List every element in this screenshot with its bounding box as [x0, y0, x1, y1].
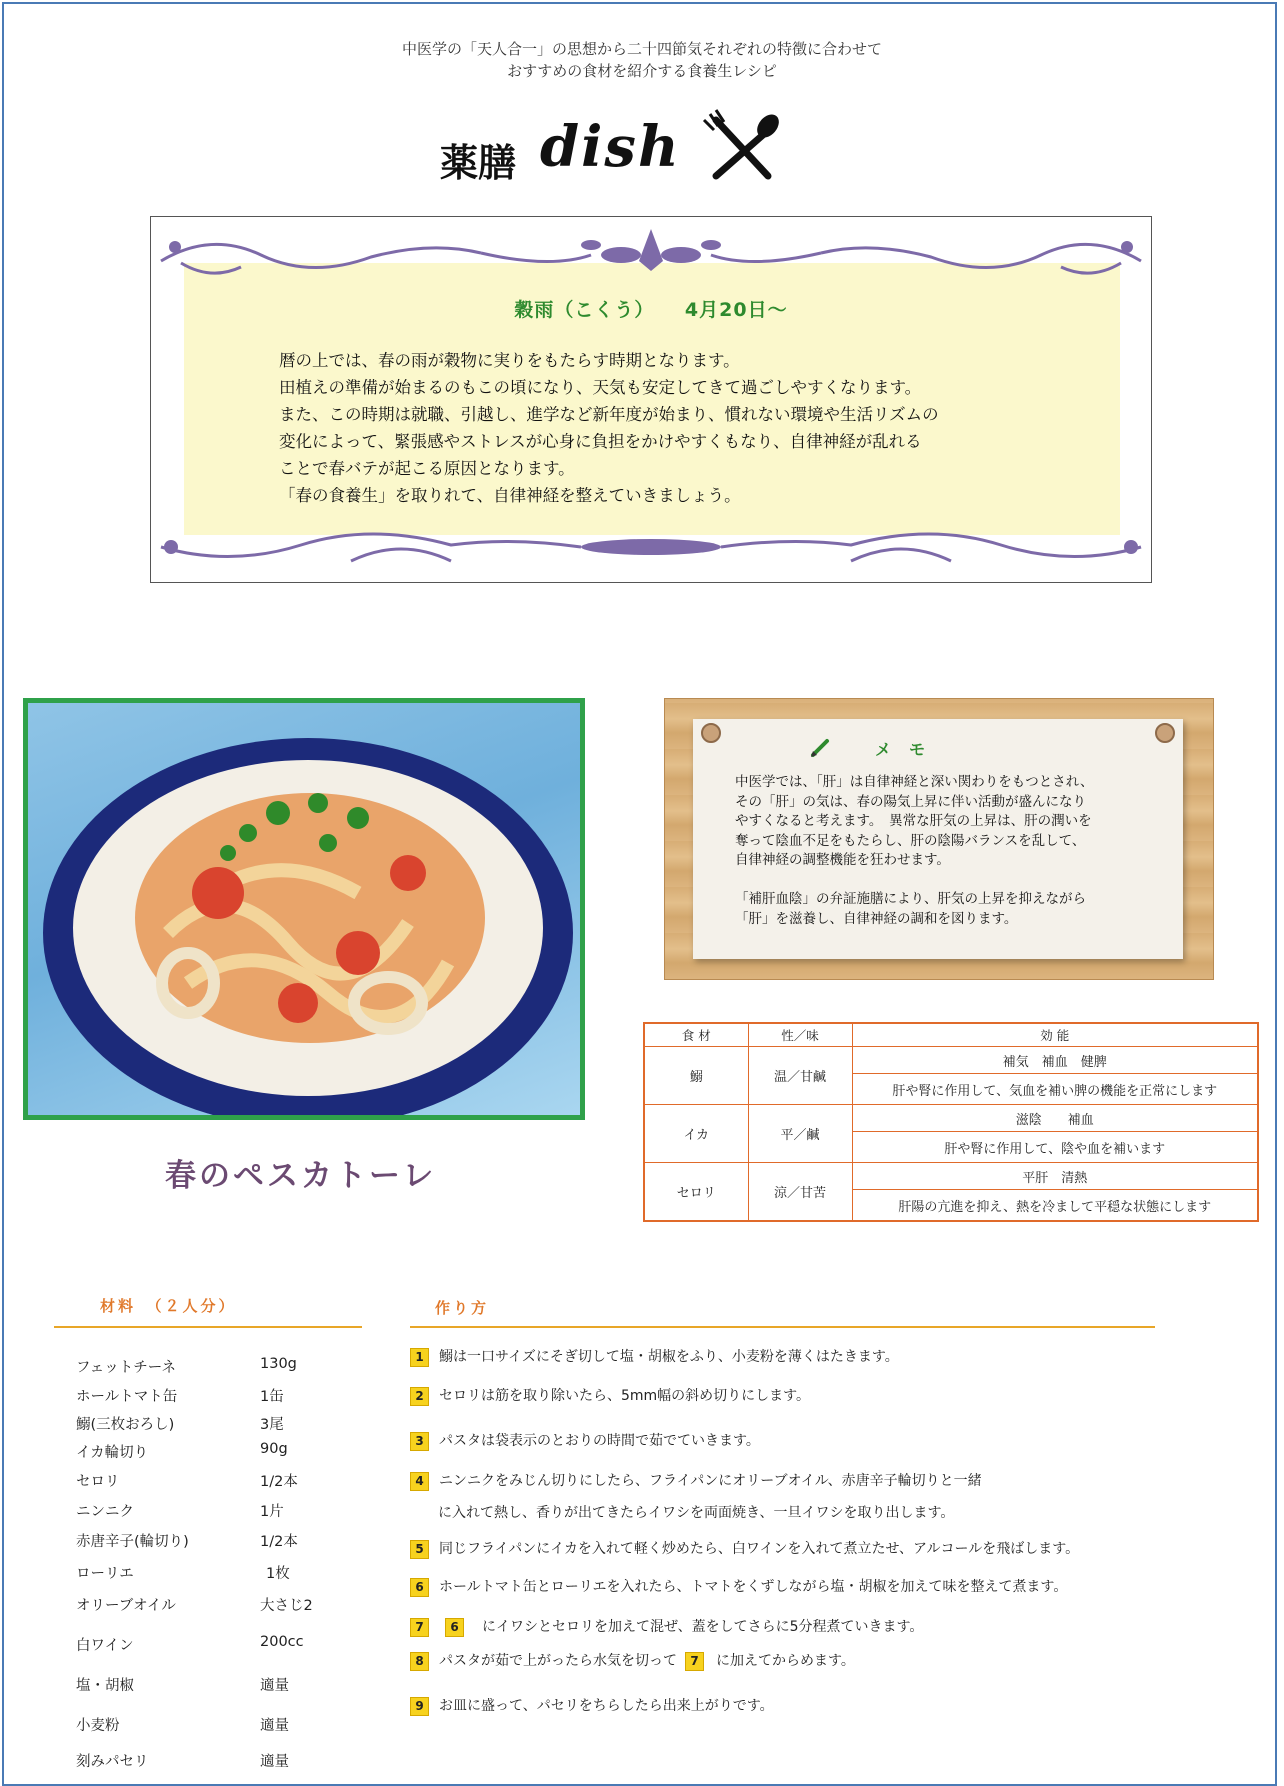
nature-cell: 涼／甘苦	[748, 1163, 852, 1222]
ingredient-row	[76, 1714, 289, 1735]
ingredient-row	[76, 1594, 313, 1615]
table-header: 食 材	[644, 1023, 748, 1047]
ingredients-divider	[54, 1326, 362, 1328]
ingredient-name: 鰯(三枚おろし)	[76, 1417, 175, 1433]
season-line: 変化によって、緊張感やストレスが心身に負担をかけやすくもなり、自律神経が乱れる	[279, 432, 922, 451]
ingredient-row	[76, 1530, 298, 1551]
table-row	[644, 1105, 1258, 1132]
ingredients-title: 材料 （２人分）	[100, 1297, 237, 1315]
pencil-icon	[809, 737, 831, 759]
ingredient-row	[76, 1674, 289, 1695]
ingredient-amount: 130g	[260, 1356, 297, 1372]
table-header: 効 能	[852, 1023, 1258, 1047]
dish-illustration	[28, 703, 580, 1115]
steps-title: 作り方	[435, 1299, 490, 1317]
step-row	[410, 1346, 899, 1367]
step-row	[410, 1695, 774, 1716]
table-header-row	[644, 1023, 1258, 1047]
ingredient-amount: 適量	[260, 1718, 289, 1734]
food-cell: 鰯	[644, 1047, 748, 1105]
ingredient-name: イカ輪切り	[76, 1445, 149, 1461]
ingredient-name: 刻みパセリ	[76, 1754, 149, 1770]
ingredient-row	[76, 1441, 288, 1462]
step-text: パスタは袋表示のとおりの時間で茹でていきます。	[439, 1433, 760, 1449]
ingredient-amount: 1/2本	[260, 1474, 298, 1490]
step-text: ニンニクをみじん切りにしたら、フライパンにオリーブオイル、赤唐辛子輪切りと一緒	[439, 1473, 982, 1489]
step-number: 5	[410, 1540, 429, 1559]
food-properties-table	[643, 1022, 1259, 1222]
season-line: ことで春バテが起こる原因となります。	[279, 459, 575, 478]
ingredient-amount: 適量	[260, 1678, 289, 1694]
fork-spoon-icon	[702, 108, 782, 188]
step-row-continued	[438, 1502, 954, 1522]
season-text	[279, 347, 1079, 509]
ingredient-row	[76, 1470, 298, 1491]
intro-line-2: おすすめの食材を紹介する食養生レシピ	[507, 62, 777, 80]
step-text: 同じフライパンにイカを入れて軽く炒めたら、白ワインを入れて煮立たせ、アルコールを飛ばします。	[439, 1541, 1080, 1557]
food-cell: イカ	[644, 1105, 748, 1163]
step-number: 4	[410, 1472, 429, 1491]
ingredient-name: 塩・胡椒	[76, 1678, 134, 1694]
season-line: 田植えの準備が始まるのもこの頃になり、天気も安定してきて過ごしやすくなります。	[279, 378, 922, 397]
ingredient-name: 白ワイン	[76, 1638, 134, 1654]
ingredient-amount: 1/2本	[260, 1534, 298, 1550]
step-row	[410, 1616, 923, 1637]
nature-cell: 温／甘鹹	[748, 1047, 852, 1105]
table-row	[644, 1047, 1258, 1074]
ingredient-name: ホールトマト缶	[76, 1389, 178, 1405]
step-row	[410, 1470, 982, 1491]
table-header: 性／味	[748, 1023, 852, 1047]
season-panel	[150, 216, 1152, 583]
food-cell: セロリ	[644, 1163, 748, 1222]
step-number: 2	[410, 1387, 429, 1406]
season-line: また、この時期は就職、引越し、進学など新年度が始まり、慣れない環境や生活リズムの	[279, 405, 939, 424]
ingredient-row	[76, 1562, 290, 1583]
season-line: 暦の上では、春の雨が穀物に実りをもたらす時期となります。	[279, 351, 740, 370]
memo-line: 奪って陰血不足をもたらし、肝の陰陽バランスを乱して、	[735, 832, 1086, 849]
ornament-bottom	[151, 517, 1151, 577]
ingredient-row	[76, 1356, 297, 1377]
memo-line: 「肝」を滋養し、自律神経の調和を図ります。	[735, 910, 1018, 927]
pin-icon	[1155, 723, 1175, 743]
step-number: 3	[410, 1432, 429, 1451]
ingredient-name: 小麦粉	[76, 1718, 120, 1734]
memo-line: やすくなると考えます。 異常な肝気の上昇は、肝の潤いを	[735, 813, 1092, 829]
ingredient-name: フェットチーネ	[76, 1360, 177, 1376]
step-row	[410, 1385, 810, 1406]
step-row	[410, 1650, 855, 1671]
ingredient-row	[76, 1634, 304, 1655]
season-title: 穀雨（こくう） 4月20日～	[514, 299, 788, 321]
ingredient-amount: 大さじ2	[260, 1598, 313, 1614]
step-row	[410, 1430, 760, 1451]
step-number: 6	[410, 1578, 429, 1597]
ingredient-amount: 1缶	[260, 1389, 284, 1405]
step-number: 8	[410, 1652, 429, 1671]
ingredient-name: セロリ	[76, 1474, 120, 1490]
step-number: 1	[410, 1348, 429, 1367]
steps-divider	[410, 1326, 1155, 1328]
ingredient-amount: 1片	[260, 1504, 284, 1520]
desc-cell: 肝や腎に作用して、気血を補い脾の機能を正常にします	[852, 1074, 1258, 1105]
step-row	[410, 1576, 1067, 1597]
ornament-top	[151, 221, 1151, 281]
step-row	[410, 1538, 1079, 1559]
step-text: お皿に盛って、パセリをちらしたら出来上がりです。	[439, 1698, 774, 1714]
brand-jp: 薬膳	[440, 140, 517, 185]
dish-photo	[23, 698, 585, 1120]
pin-icon	[701, 723, 721, 743]
ingredient-row	[76, 1413, 284, 1434]
step-reference: 6	[445, 1618, 464, 1637]
step-text: にイワシとセロリを加えて混ぜ、蓋をしてさらに5分程煮ていきます。	[482, 1619, 924, 1635]
intro-text	[0, 38, 1284, 82]
intro-line-1: 中医学の「天人合一」の思想から二十四節気それぞれの特徴に合わせて	[401, 40, 882, 58]
ingredient-amount: 適量	[260, 1754, 289, 1770]
ingredient-row	[76, 1385, 284, 1406]
step-number: 9	[410, 1697, 429, 1716]
ingredient-amount: 1枚	[266, 1566, 290, 1582]
memo-line	[735, 871, 1155, 891]
ingredient-amount: 200cc	[260, 1634, 304, 1650]
ingredient-name: ニンニク	[76, 1504, 134, 1520]
step-text-2: に加えてからめます。	[716, 1653, 855, 1669]
step-text: に入れて熱し、香りが出てきたらイワシを両面焼き、一旦イワシを取り出します。	[438, 1505, 955, 1521]
effect-cell: 滋陰 補血	[852, 1105, 1258, 1132]
memo-line: 中医学では、「肝」は自律神経と深い関わりをもつとされ、	[735, 774, 1094, 790]
ingredient-row	[76, 1750, 289, 1771]
effect-cell: 平肝 清熱	[852, 1163, 1258, 1190]
memo-text	[735, 773, 1155, 929]
season-line: 「春の食養生」を取りれて、自律神経を整えていきましょう。	[279, 486, 741, 505]
step-text: ホールトマト缶とローリエを入れたら、トマトをくずしながら塩・胡椒を加えて味を整えて煮ます。	[439, 1579, 1068, 1595]
memo-line: その「肝」の気は、春の陽気上昇に伴い活動が盛んになり	[735, 793, 1086, 810]
memo-line: 「補肝血陰」の弁証施膳により、肝気の上昇を抑えながら	[735, 891, 1086, 907]
memo-line: 自律神経の調整機能を狂わせます。	[735, 852, 950, 868]
ingredient-name: オリーブオイル	[76, 1598, 176, 1614]
effect-cell: 補気 補血 健脾	[852, 1047, 1258, 1074]
step-text: 鰯は一口サイズにそぎ切して塩・胡椒をふり、小麦粉を薄くはたきます。	[439, 1349, 899, 1365]
dish-name: 春のペスカトーレ	[165, 1158, 437, 1194]
ingredient-amount: 3尾	[260, 1417, 284, 1433]
memo-title: メモ	[875, 740, 944, 759]
memo-board	[664, 698, 1214, 980]
desc-cell: 肝や腎に作用して、陰や血を補います	[852, 1132, 1258, 1163]
brand-en: dish	[540, 114, 681, 180]
ingredient-row	[76, 1500, 284, 1521]
table-row	[644, 1163, 1258, 1190]
ingredient-amount: 90g	[260, 1441, 288, 1457]
step-text: パスタが茹で上がったら水気を切って	[439, 1653, 677, 1669]
step-text: セロリは筋を取り除いたら、5mm幅の斜め切りにします。	[439, 1388, 811, 1404]
ingredient-name: 赤唐辛子(輪切り)	[76, 1534, 189, 1550]
nature-cell: 平／鹹	[748, 1105, 852, 1163]
ingredient-name: ローリエ	[76, 1566, 134, 1582]
step-reference: 7	[685, 1652, 704, 1671]
step-number: 7	[410, 1618, 429, 1637]
desc-cell: 肝陽の亢進を抑え、熱を冷まして平穏な状態にします	[852, 1190, 1258, 1222]
